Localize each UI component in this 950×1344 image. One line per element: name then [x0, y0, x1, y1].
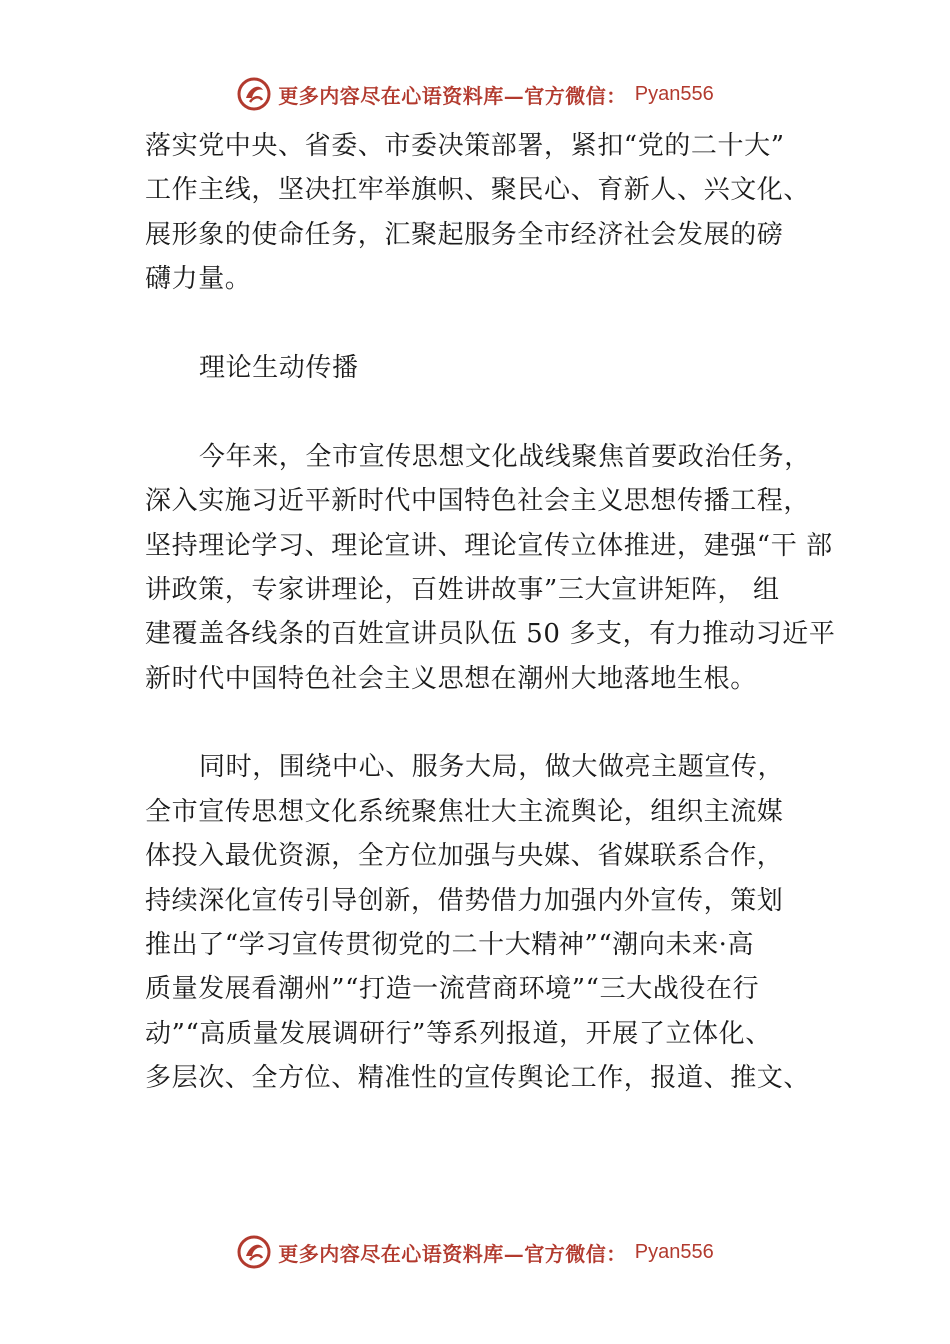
header-wechat-id: Pyan556 — [634, 82, 714, 105]
footer-wechat-id: Pyan556 — [634, 1240, 714, 1263]
paragraph-3-line-3: 体投入最优资源，全方位加强与央媒、省媒联系合作， — [145, 841, 784, 872]
paragraph-2-line-5: 建覆盖各线条的百姓宣讲员队伍 50 多支，有力推动习近平 — [145, 619, 836, 650]
paragraph-1-line-1: 落实党中央、省委、市委决策部署，紧扣“党的二十大” — [145, 131, 785, 161]
header-banner — [0, 74, 950, 114]
paragraph-2-line-3: 坚持理论学习、理论宣讲、理论宣传立体推进，建强“干 部 — [145, 530, 833, 561]
document-body — [145, 124, 845, 1101]
footer-banner — [0, 1232, 950, 1272]
paragraph-1-line-3: 展形象的使命任务，汇聚起服务全市经济社会发展的磅 — [145, 219, 784, 250]
paragraph-3-line-7: 动”“高质量发展调研行”等系列报道，开展了立体化、 — [145, 1018, 772, 1049]
paragraph-2-line-4: 讲政策，专家讲理论，百姓讲故事”三大宣讲矩阵， 组 — [145, 574, 780, 605]
paragraph-1-line-4: 礴力量。 — [145, 264, 252, 295]
flame-swirl-icon — [236, 76, 272, 112]
paragraph-2-line-1: 今年来，全市宣传思想文化战线聚焦首要政治任务， — [199, 441, 811, 472]
paragraph-1-line-2: 工作主线，坚决扛牢举旗帜、聚民心、育新人、兴文化、 — [145, 175, 811, 206]
footer-banner-text: 更多内容尽在心语资料库—官方微信： — [278, 1241, 627, 1266]
paragraph-2-line-6: 新时代中国特色社会主义思想在潮州大地落地生根。 — [145, 663, 757, 694]
flame-swirl-icon — [236, 1234, 272, 1270]
paragraph-3-line-4: 持续深化宣传引导创新，借势借力加强内外宣传，策划 — [145, 885, 784, 916]
paragraph-3-line-2: 全市宣传思想文化系统聚焦壮大主流舆论，组织主流媒 — [145, 796, 784, 827]
paragraph-3-line-5: 推出了“学习宣传贯彻党的二十大精神”“潮向未来·高 — [145, 930, 755, 961]
header-banner-text: 更多内容尽在心语资料库—官方微信： — [278, 83, 627, 108]
paragraph-2-line-2: 深入实施习近平新时代中国特色社会主义思想传播工程， — [145, 486, 811, 517]
paragraph-3-line-8: 多层次、全方位、精准性的宣传舆论工作，报道、推文、 — [145, 1063, 811, 1094]
paragraph-3-line-6: 质量发展看潮州”“打造一流营商环境”“三大战役在行 — [145, 974, 760, 1005]
paragraph-3-line-1: 同时，围绕中心、服务大局，做大做亮主题宣传， — [199, 752, 785, 783]
section-heading: 理论生动传播 — [199, 352, 359, 383]
